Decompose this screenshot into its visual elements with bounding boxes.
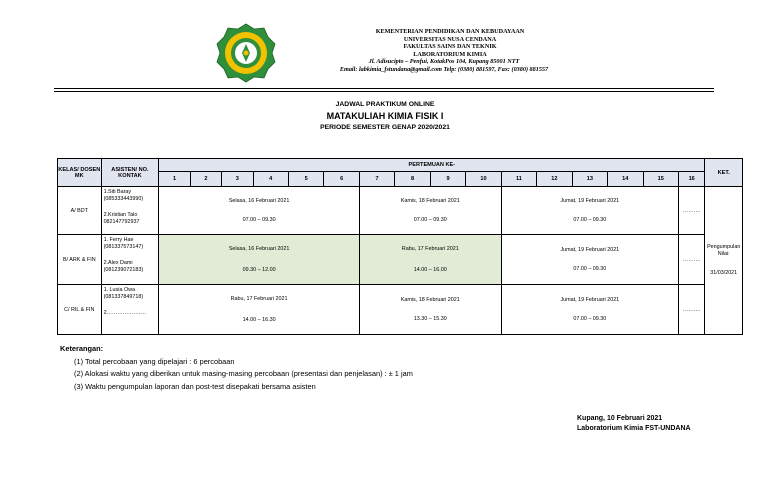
session-time: 07.00 – 09.30	[242, 216, 276, 223]
contact-info: Email: labkimia_fstundana@gmail.com Telp: (0380) 881597, Fax: (0380) 881557	[339, 65, 549, 73]
kelas-cell: C/ RIL & FIN	[58, 285, 102, 335]
title-line-1: JADWAL PRAKTIKUM ONLINE	[335, 101, 435, 108]
session-block-2	[359, 235, 501, 285]
week-number: 11	[501, 172, 536, 187]
assistant-1-contact: (085333443990)	[103, 195, 144, 202]
session-block-2	[359, 285, 501, 335]
asisten-cell	[101, 187, 159, 235]
assistant-1-name: 1. Ferry Hae	[103, 237, 134, 243]
header-ket: KET.	[705, 159, 743, 187]
session-time: 07.00 – 09.30	[573, 315, 607, 322]
week-16-cell: ……….	[678, 285, 704, 335]
week-16-cell: ……….	[678, 235, 704, 285]
note-item: (3) Waktu pengumpulan laporan dan post-test disepakati bersama asisten	[74, 381, 316, 391]
session-date: Rabu, 17 Februari 2021	[401, 245, 459, 252]
signature-block	[577, 414, 691, 433]
header-pertemuan: PERTEMUAN KE-	[159, 159, 705, 172]
ket-cell	[705, 187, 743, 335]
signature-unit: Laboratorium Kimia FST-UNDANA	[577, 424, 691, 432]
session-time: 13.30 – 15.30	[413, 315, 447, 322]
session-block-3	[501, 285, 678, 335]
kelas-cell: B/ ARK & FIN	[58, 235, 102, 285]
week-number: 14	[608, 172, 643, 187]
asisten-cell	[101, 285, 159, 335]
week-number: 1	[159, 172, 190, 187]
session-block-1	[159, 285, 360, 335]
faculty-name: FAKULTAS SAINS DAN TEKNIK	[403, 43, 497, 51]
assistant-1-name: 1.Siti Baray	[103, 189, 132, 195]
assistant-2-contact: (081239072183)	[103, 266, 144, 273]
week-number: 7	[359, 172, 394, 187]
session-date: Kamis, 18 Februari 2021	[400, 296, 460, 303]
assistant-1-contact: (081337849718)	[103, 293, 144, 300]
table-row	[58, 285, 743, 335]
letterhead	[300, 28, 600, 74]
header-asisten: ASISTEN/ NO. KONTAK	[101, 159, 159, 187]
session-block-1	[159, 235, 360, 285]
ministry-name: KEMENTERIAN PENDIDIKAN DAN KEBUDAYAAN	[375, 28, 525, 35]
note-item: (1) Total percobaan yang dipelajari : 6 percobaan	[74, 356, 235, 366]
week-number: 16	[678, 172, 704, 187]
week-16-cell: ……….	[678, 187, 704, 235]
asisten-cell	[101, 235, 159, 285]
week-number: 13	[572, 172, 607, 187]
note-item: (2) Alokasi waktu yang diberikan untuk masing-masing percobaan (presentasi dan penjelasan) : ± 1 jam	[74, 369, 413, 379]
table-row	[58, 187, 743, 235]
session-date: Jumat, 19 Februari 2021	[560, 246, 620, 253]
session-block-3	[501, 187, 678, 235]
title-line-2: MATAKULIAH KIMIA FISIK I	[326, 111, 444, 121]
session-block-3	[501, 235, 678, 285]
notes	[60, 343, 413, 393]
session-time: 09.30 – 12.00	[242, 266, 276, 273]
week-number: 12	[537, 172, 572, 187]
university-seal-icon	[216, 23, 276, 83]
session-time: 07.00 – 09.30	[573, 265, 607, 272]
lab-name: LABORATORIUM KIMIA	[413, 50, 487, 58]
session-date: Kamis, 18 Februari 2021	[400, 197, 460, 204]
ket-label: Pengumpulan Nilai:	[707, 244, 741, 257]
schedule-table	[57, 158, 743, 335]
session-date: Selasa, 16 Februari 2021	[228, 245, 290, 252]
title-line-3: PERIODE SEMESTER GENAP 2020/2021	[320, 124, 450, 131]
assistant-1-contact: (081337573147)	[103, 243, 144, 250]
session-date: Selasa, 16 Februari 2021	[228, 197, 290, 204]
session-block-1	[159, 187, 360, 235]
place-date: Kupang, 10 Februari 2021	[577, 415, 663, 422]
letterhead-rule-thick	[54, 88, 714, 89]
session-time: 14.00 – 16.00	[413, 266, 447, 273]
address: Jl. Adisucipto – Penfui, KotakPos 104, Kupang 85001 NTT	[368, 58, 520, 66]
assistant-2-name: 2………………….	[103, 310, 146, 317]
week-number: 10	[466, 172, 501, 187]
assistant-1-name: 1. Lusia Owa	[103, 287, 136, 293]
week-number: 15	[643, 172, 678, 187]
university-name: UNIVERSITAS NUSA CENDANA	[403, 35, 497, 43]
header-kelas: KELAS/ DOSEN MK	[58, 159, 102, 187]
letterhead-rule-thin	[54, 91, 714, 92]
session-time: 07.00 – 09.30	[413, 216, 447, 223]
session-date: Jumat, 19 Februari 2021	[560, 197, 620, 204]
week-number: 4	[253, 172, 288, 187]
session-time: 14.00 – 16.30	[242, 316, 276, 323]
assistant-2-name: 2.Alex Dami	[103, 260, 133, 267]
week-number: 2	[190, 172, 221, 187]
ket-date: 31/03/2021	[710, 270, 738, 276]
session-date: Jumat, 19 Februari 2021	[560, 296, 620, 303]
week-number: 5	[288, 172, 323, 187]
table-row	[58, 235, 743, 285]
week-number: 8	[395, 172, 430, 187]
session-time: 07.00 – 09.30	[573, 216, 607, 223]
session-block-2	[359, 187, 501, 235]
week-number: 9	[430, 172, 465, 187]
assistant-2-name: 2.Kristian Talo	[103, 212, 138, 219]
week-number: 6	[324, 172, 359, 187]
notes-heading: Keterangan:	[60, 344, 104, 353]
kelas-cell: A/ BDT	[58, 187, 102, 235]
week-number: 3	[222, 172, 253, 187]
assistant-2-contact: 082147792937	[103, 218, 140, 225]
session-date: Rabu, 17 Februari 2021	[230, 295, 288, 302]
